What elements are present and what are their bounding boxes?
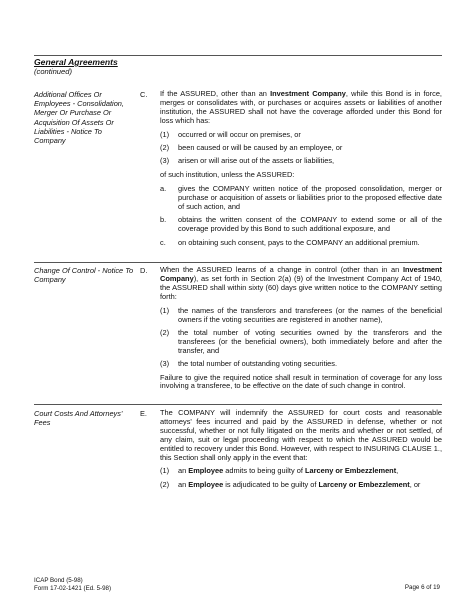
- footer-page-number: Page 6 of 19: [404, 584, 440, 591]
- section-d-letter: D.: [140, 266, 148, 275]
- header-top-rule: [34, 55, 442, 56]
- section-c-mid: of such institution, unless the ASSURED:: [160, 169, 295, 179]
- footer-line-1: ICAP Bond (5-98): [34, 577, 83, 584]
- section-e-label: Court Costs And Attorneys' Fees: [34, 409, 123, 428]
- section-subtitle: (continued): [34, 67, 72, 76]
- section-d-item-1: (1) the names of the transferors and transferees (or the names of the beneficial owners if the voting securities are registered in another name),: [160, 305, 442, 324]
- section-d-outro: Failure to give the required notice shall result in termination of coverage for any loss involving a transferee, to be effective on the date of such change in control.: [160, 372, 442, 391]
- section-c-item-3: (3) arisen or will arise out of the assets or liabilities,: [160, 156, 335, 166]
- section-c-subitem-c: c. on obtaining such consent, pays to the COMPANY an additional premium.: [160, 238, 420, 248]
- section-c-subitem-a: a. gives the COMPANY written notice of the proposed consolidation, merger or purchase or acquisition of assets or liabilities prior to the proposed effective date of such action, and: [160, 183, 442, 211]
- section-c-intro: If the ASSURED, other than an Investment Company, while this Bond is in force, merges or consolidates with, or purchases or acquires assets or liabilities of another institution, the ASSURED shall not have the coverage afforded under this Bond for loss which has:: [160, 89, 442, 125]
- section-c-subitem-b: b. obtains the written consent of the COMPANY to extend some or all of the coverage provided by this Bond to such additional exposure, and: [160, 215, 442, 234]
- section-d-item-3: (3) the total number of outstanding voting securities.: [160, 359, 337, 369]
- section-c-item-1: (1) occurred or will occur on premises, or: [160, 129, 301, 139]
- section-e-intro: The COMPANY will indemnify the ASSURED for court costs and reasonable attorneys' fees incurred and paid by the ASSURED in defense, whether or not successful, whether or not fully litigated on the merits and whether or not settled, of any claim, suit or legal proceeding with respect to which the ASSURED would be entitled to recovery under this Bond. However, with respect to INSURING CLAUSE 1., this Section shall only apply in the event that:: [160, 408, 442, 462]
- section-divider: [34, 404, 442, 405]
- section-d-intro: When the ASSURED learns of a change in control (other than in an Investment Company), as set forth in Section 2(a) (9) of the Investment Company Act of 1940, the ASSURED shall within sixty (60) days give written notice to the COMPANY setting forth:: [160, 265, 442, 301]
- section-d-label: Change Of Control - Notice To Company: [34, 266, 134, 285]
- section-c-body: [160, 90, 442, 253]
- footer-form-id: [34, 577, 111, 592]
- footer-line-2: Form 17-02-1421 (Ed. 5-98): [34, 584, 112, 592]
- section-d-item-2: (2) the total number of voting securities owned by the transferors and the transferees (or the beneficial owners), both immediately before and after the transfer, and: [160, 327, 442, 355]
- section-divider: [34, 262, 442, 263]
- section-e-body: [160, 409, 442, 494]
- section-c-label: Additional Offices Or Employees - Consolidation, Merger Or Purchase Or Acquisition Of Assets Or Liabilities - Notice To Company: [34, 90, 124, 146]
- section-d-body: [160, 266, 442, 396]
- section-e-item-2: (2) an Employee is adjudicated to be guilty of Larceny or Embezzlement, or: [160, 479, 421, 489]
- section-c-item-2: (2) been caused or will be caused by an employee, or: [160, 143, 343, 153]
- section-title: General Agreements: [34, 57, 118, 67]
- section-e-letter: E.: [140, 409, 147, 418]
- section-e-item-1: (1) an Employee admits to being guilty of Larceny or Embezzlement,: [160, 466, 399, 476]
- section-c-letter: C.: [140, 90, 148, 99]
